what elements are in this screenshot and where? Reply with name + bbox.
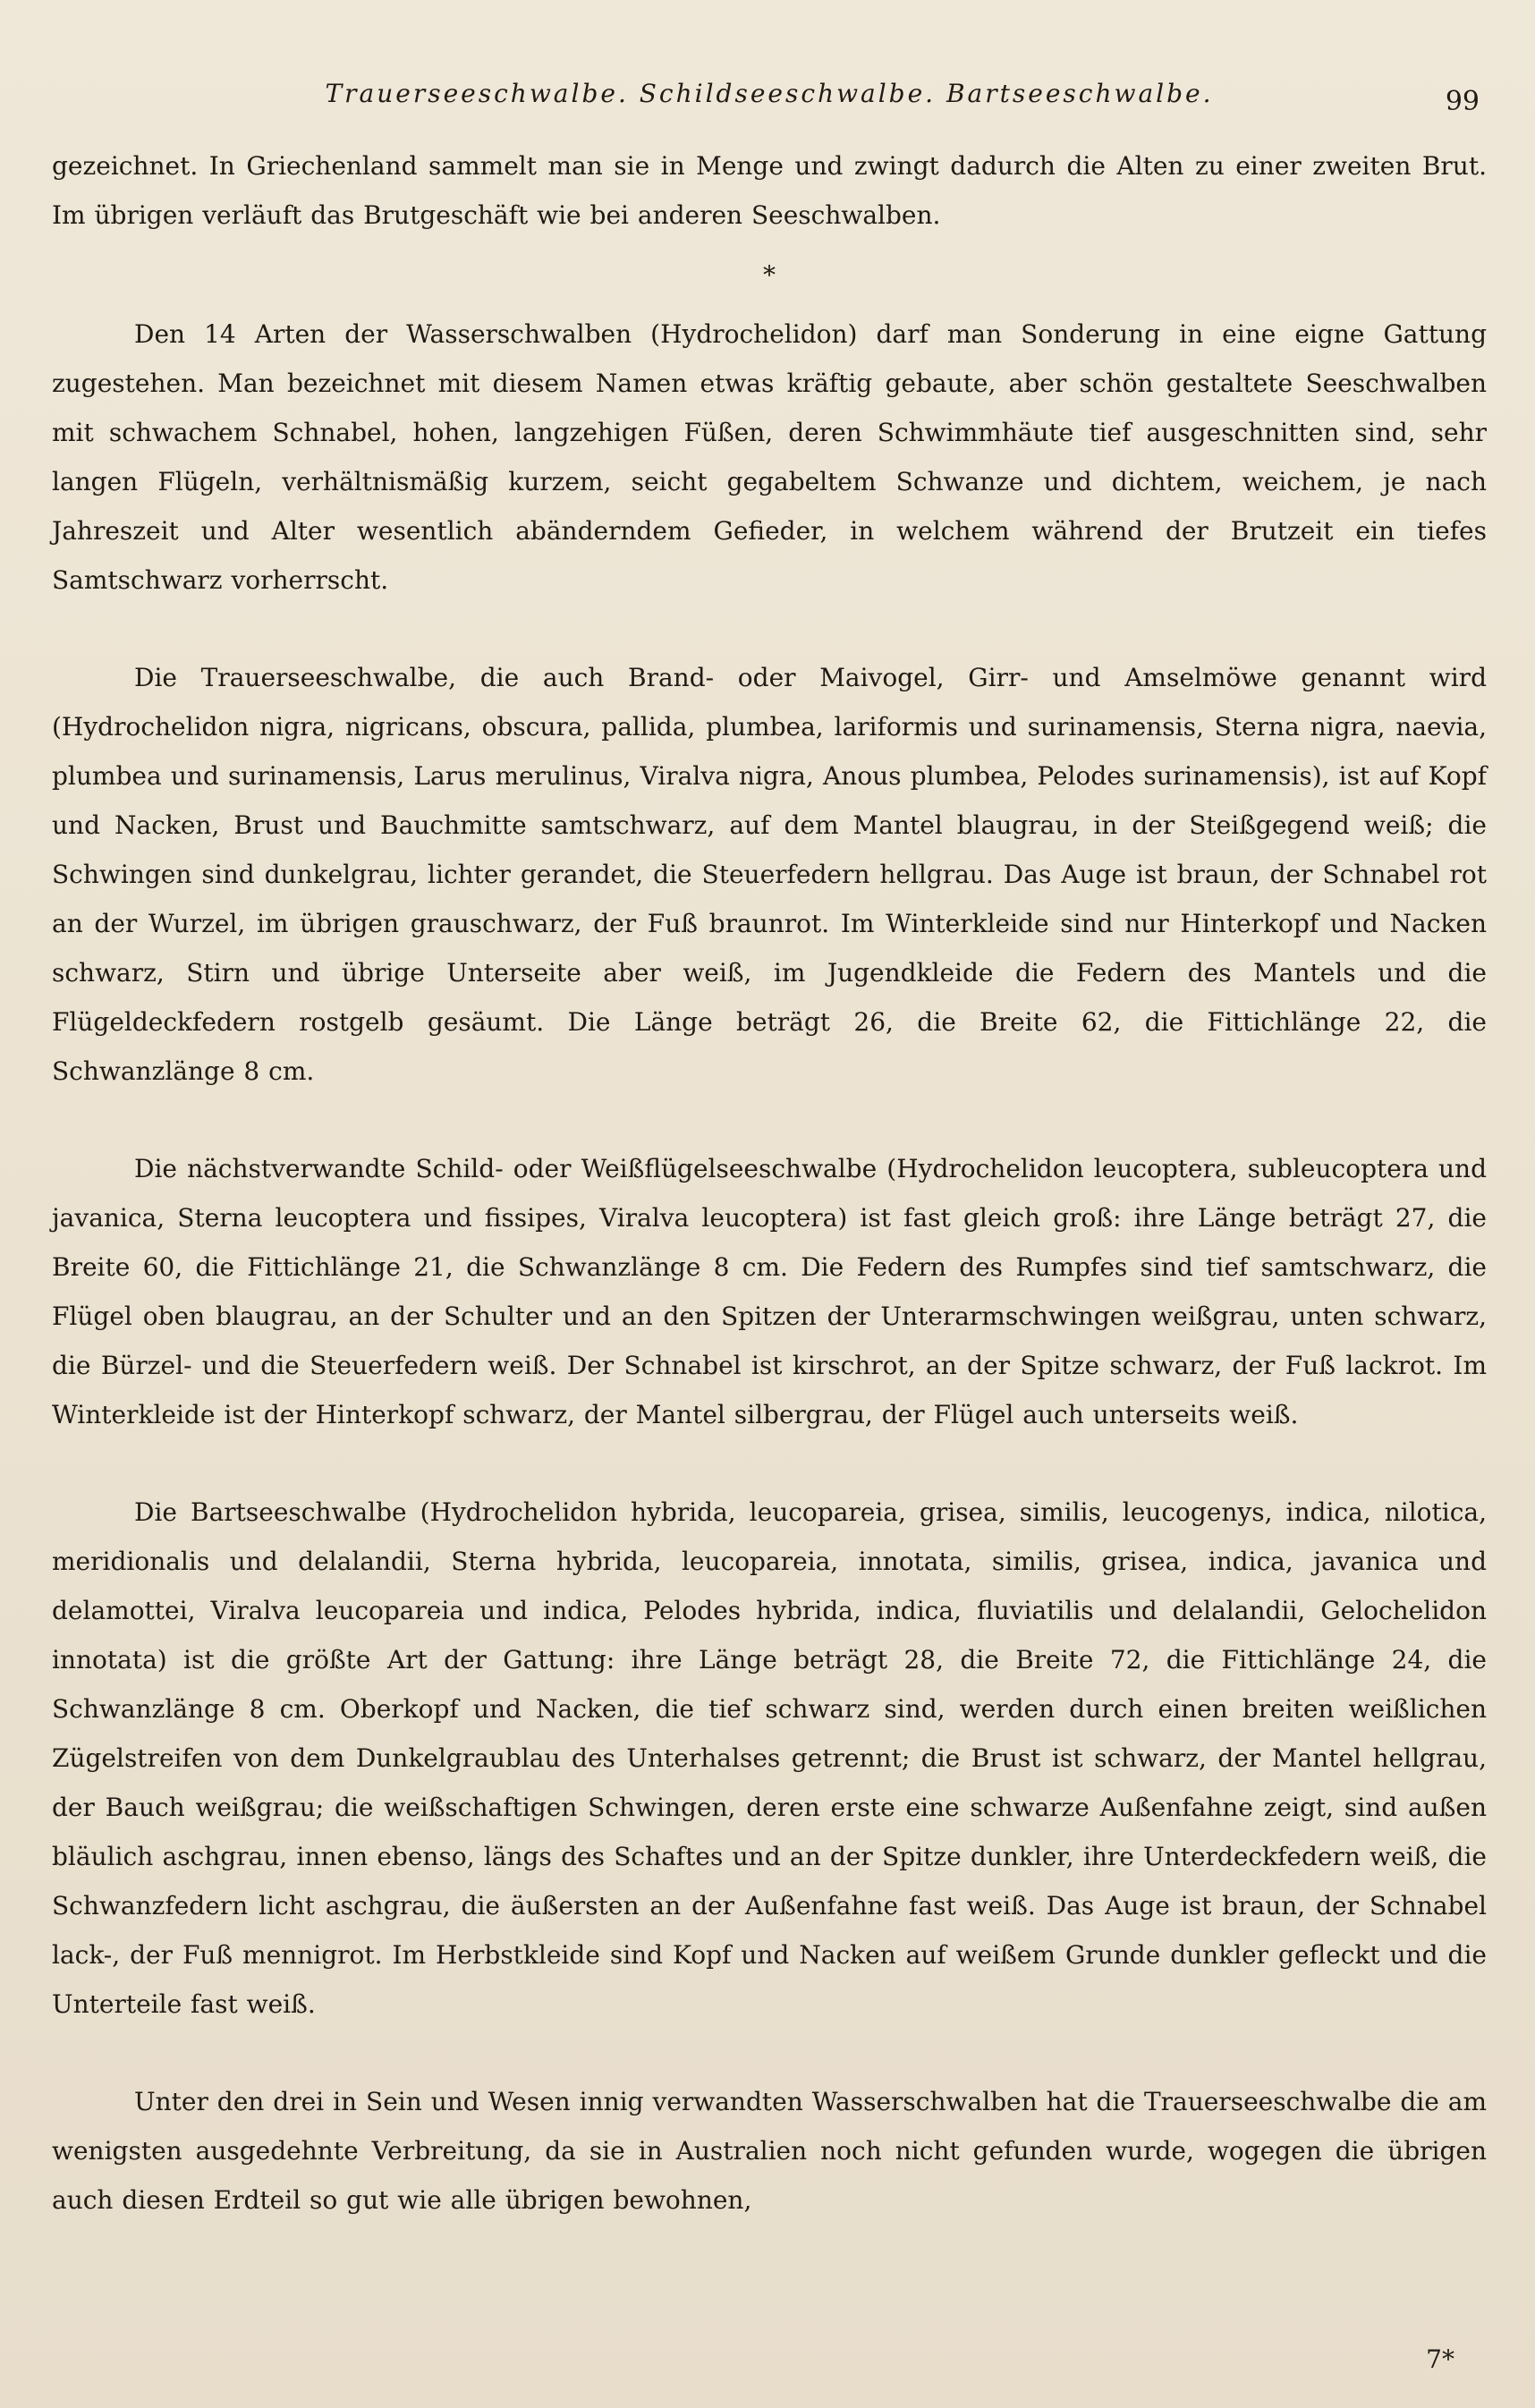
paragraph-trauerseeschwalbe: Die Trauerseeschwalbe, die auch Brand- oder Maivogel, Girr- und Amselmöwe genannt wird (Hydrochelidon nigra, nigricans, obscura, pallida, plumbea, lariformis und surinamensis, Sterna nigra, naevia, plumbea und surinamensis, Larus merulinus, Viralva nigra, Anous plumbea, Pelodes surinamensis), ist auf Kopf und Nacken, Brust und Bauchmitte samtschwarz, auf dem Mantel blaugrau, in der Steißgegend weiß; die Schwingen sind dunkelgrau, lichter gerandet, die Steuerfedern hellgrau. Das Auge ist braun, der Schnabel rot an der Wurzel, im übrigen grauschwarz, der Fuß braunrot. Im Winterkleide sind nur Hinterkopf und Nacken schwarz, Stirn und übrige Unterseite aber weiß, im Jugendkleide die Federn des Mantels und die Flügeldeckfedern rostgelb gesäumt. Die Länge beträgt 26, die Breite 62, die Fittichlänge 22, die Schwanzlänge 8 cm. bbox=[52, 663, 1487, 1086]
body-text bbox=[52, 141, 1487, 2225]
page-number: 99 bbox=[1445, 86, 1480, 117]
signature-mark: 7* bbox=[1426, 2344, 1454, 2374]
running-title: Trauerseeschwalbe. Schildseeschwalbe. Bartseeschwalbe. bbox=[325, 79, 1214, 108]
paragraph-distribution: Unter den drei in Sein und Wesen innig verwandten Wasserschwalben hat die Trauerseeschwalbe die am wenigsten ausgedehnte Verbreitung, da sie in Australien noch nicht gefunden wurde, wogegen die übrigen auch diesen Erdteil so gut wie alle übrigen bewohnen, bbox=[52, 2087, 1487, 2215]
running-head bbox=[52, 79, 1487, 132]
paragraph-genus: Den 14 Arten der Wasserschwalben (Hydrochelidon) darf man Sonderung in eine eigne Gattung zugestehen. Man bezeichnet mit diesem Namen etwas kräftig gebaute, aber schön gestaltete Seeschwalben mit schwachem Schnabel, hohen, langzehigen Füßen, deren Schwimmhäute tief ausgeschnitten sind, sehr langen Flügeln, verhältnismäßig kurzem, seicht gegabeltem Schwanze und dichtem, weichem, je nach Jahreszeit und Alter wesentlich abänderndem Gefieder, in welchem während der Brutzeit ein tiefes Samtschwarz vorherrscht. bbox=[52, 319, 1487, 595]
paragraph-bartseeschwalbe: Die Bartseeschwalbe (Hydrochelidon hybrida, leucopareia, grisea, similis, leucogenys, indica, nilotica, meridionalis und delalandii, Sterna hybrida, leucopareia, innotata, similis, grisea, indica, javanica und delamottei, Viralva leucopareia und indica, Pelodes hybrida, indica, fluviatilis und delalandii, Gelochelidon innotata) ist die größte Art der Gattung: ihre Länge beträgt 28, die Breite 72, die Fittichlänge 24, die Schwanzlänge 8 cm. Oberkopf und Nacken, die tief schwarz sind, werden durch einen breiten weißlichen Zügelstreifen von dem Dunkelgraublau des Unterhalses getrennt; die Brust ist schwarz, der Mantel hellgrau, der Bauch weißgrau; die weißschaftigen Schwingen, deren erste eine schwarze Außenfahne zeigt, sind außen bläulich aschgrau, innen ebenso, längs des Schaftes und an der Spitze dunkler, ihre Unterdeckfedern weiß, die Schwanzfedern licht aschgrau, die äußersten an der Außenfahne fast weiß. Das Auge ist braun, der Schnabel lack-, der Fuß mennigrot. Im Herbstkleide sind Kopf und Nacken auf weißem Grunde dunkler gefleckt und die Unterteile fast weiß. bbox=[52, 1497, 1487, 2019]
section-separator: * bbox=[763, 260, 776, 290]
paragraph-continuation: gezeichnet. In Griechenland sammelt man sie in Menge und zwingt dadurch die Alten zu einer zweiten Brut. Im übrigen verläuft das Brutgeschäft wie bei anderen Seeschwalben. bbox=[52, 151, 1487, 230]
paragraph-schildseeschwalbe: Die nächstverwandte Schild- oder Weißflügelseeschwalbe (Hydrochelidon leucoptera, subleucoptera und javanica, Sterna leucoptera und fissipes, Viralva leucoptera) ist fast gleich groß: ihre Länge beträgt 27, die Breite 60, die Fittichlänge 21, die Schwanzlänge 8 cm. Die Federn des Rumpfes sind tief samtschwarz, die Flügel oben blaugrau, an der Schulter und an den Spitzen der Unterarmschwingen weißgrau, unten schwarz, die Bürzel- und die Steuerfedern weiß. Der Schnabel ist kirschrot, an der Spitze schwarz, der Fuß lackrot. Im Winterkleide ist der Hinterkopf schwarz, der Mantel silbergrau, der Flügel auch unterseits weiß. bbox=[52, 1154, 1487, 1429]
